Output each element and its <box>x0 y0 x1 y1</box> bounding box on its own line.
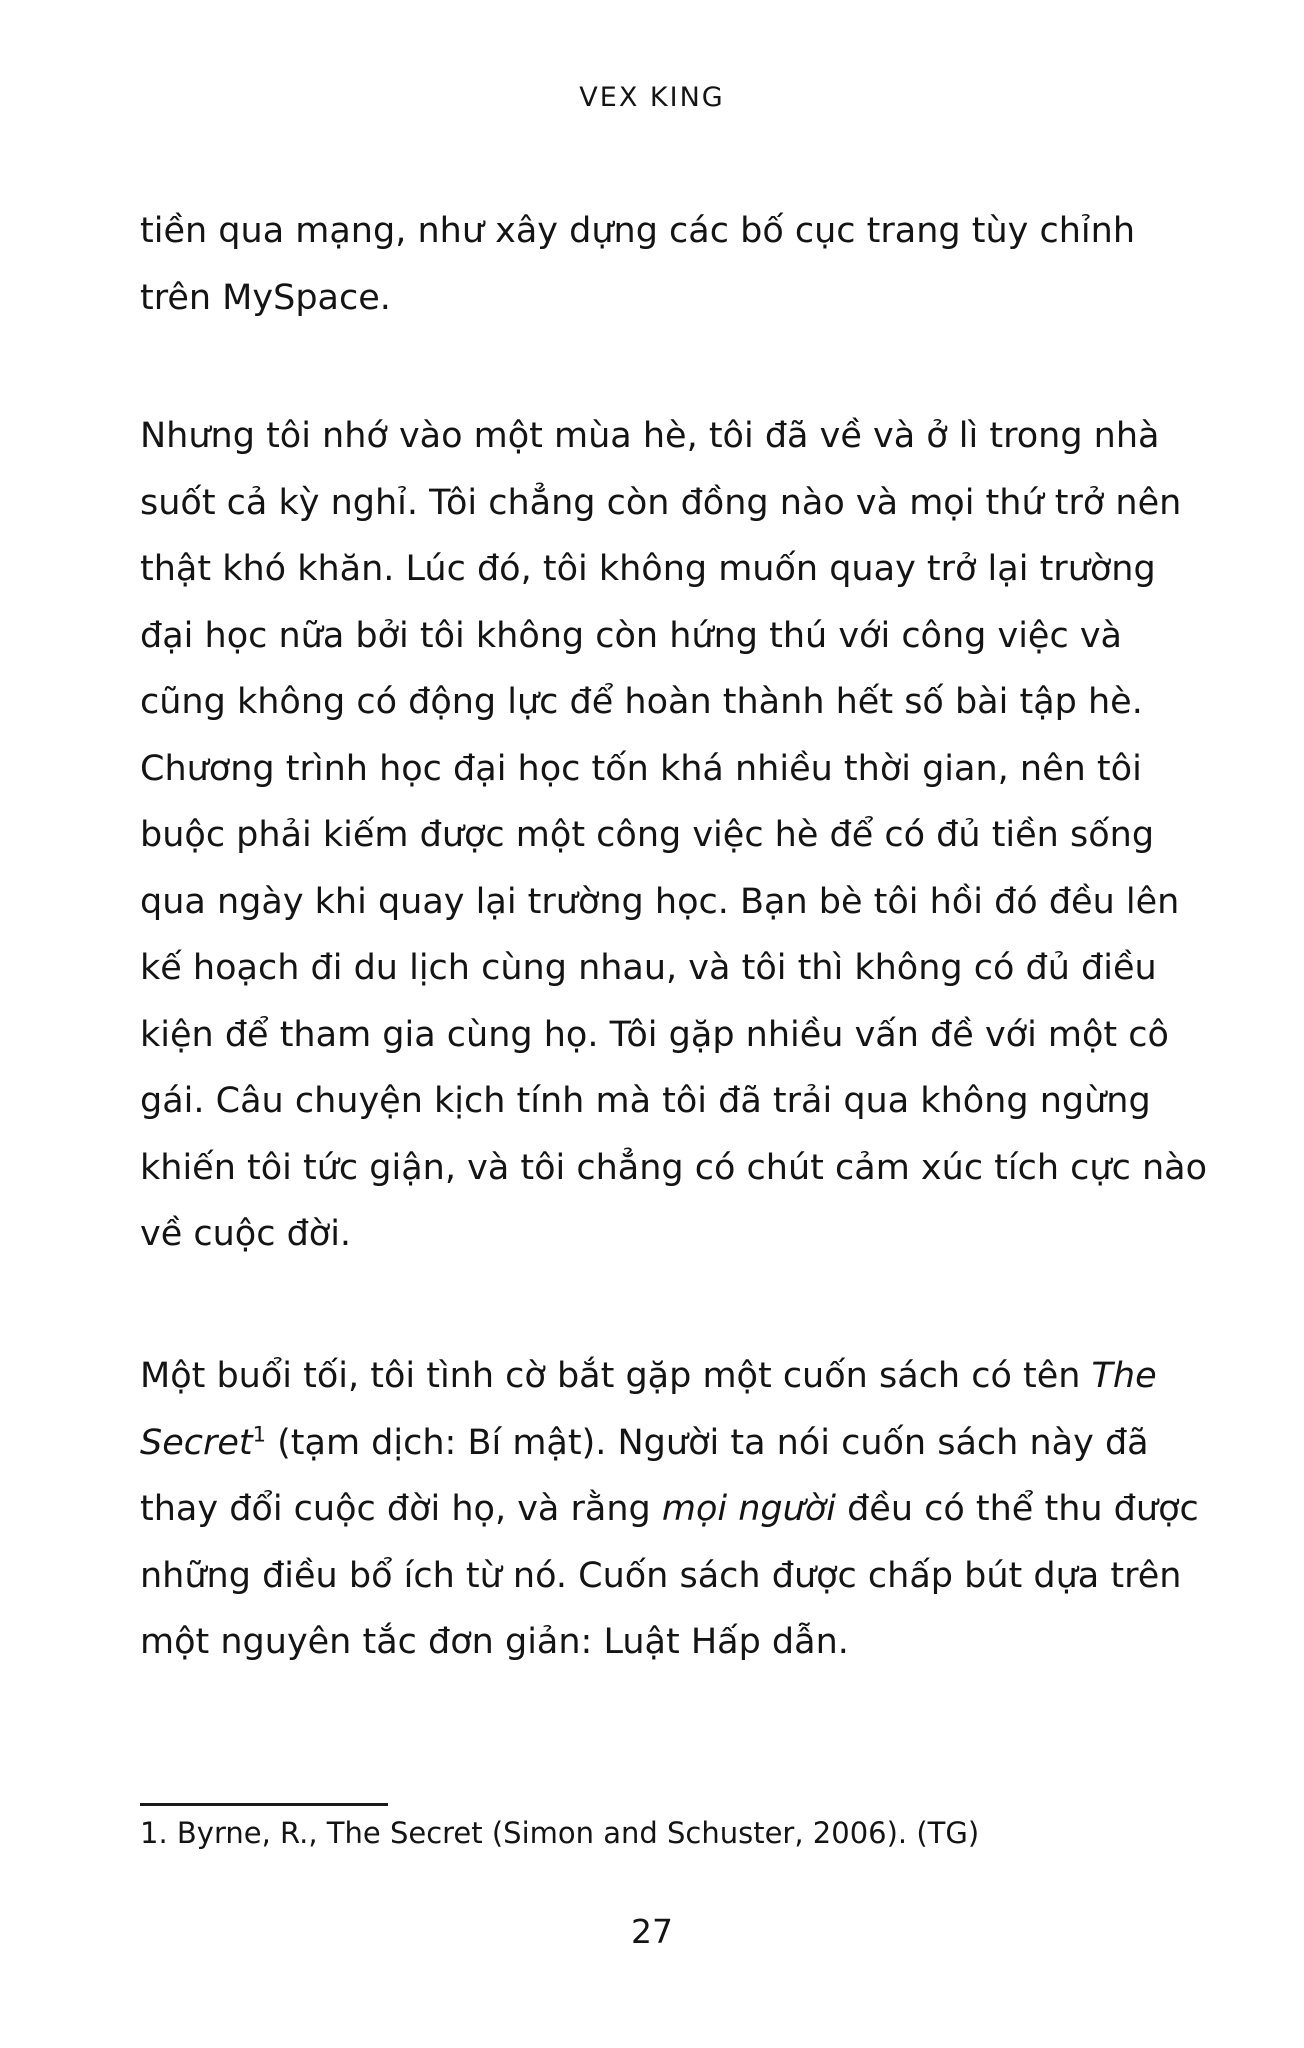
footnote-marker: 1 <box>252 1421 267 1446</box>
text-line: kiện để tham gia cùng họ. Tôi gặp nhiều vấn đề với một cô <box>140 1014 1169 1055</box>
text-line: cũng không có động lực để hoàn thành hết số bài tập hè. <box>140 682 1143 722</box>
text-line: thật khó khăn. Lúc đó, tôi không muốn quay trở lại trường <box>140 549 1156 589</box>
text-line: qua ngày khi quay lại trường học. Bạn bè tôi hồi đó đều lên <box>140 881 1180 922</box>
text-line: Nhưng tôi nhớ vào một mùa hè, tôi đã về và ở lì trong nhà <box>140 416 1160 456</box>
text-line: suốt cả kỳ nghỉ. Tôi chẳng còn đồng nào và mọi thứ trở nên <box>140 482 1182 523</box>
text-line: trên MySpace. <box>140 277 391 318</box>
text-line: tiền qua mạng, như xây dựng các bố cục trang tùy chỉnh <box>140 211 1136 251</box>
text-run: thay đổi cuộc đời họ, và rằng <box>140 1489 662 1529</box>
paragraph-2 <box>140 403 1208 1268</box>
text-line: khiến tôi tức giận, và tôi chẳng có chút cảm xúc tích cực nào <box>140 1147 1208 1188</box>
text-run: đều có thể thu được <box>835 1489 1199 1529</box>
emphasis-italic: mọi người <box>661 1489 836 1529</box>
running-head: VEX KING <box>579 82 725 113</box>
footnote-divider <box>140 1803 388 1806</box>
text-line <box>140 1410 1180 1477</box>
text-run: Một buổi tối, tôi tình cờ bắt gặp một cuốn sách có tên <box>140 1356 1092 1396</box>
paragraph-3 <box>140 1343 1199 1676</box>
book-title-italic: The <box>1091 1356 1157 1396</box>
paragraph-1 <box>140 198 1180 331</box>
text-run: (tạm dịch: Bí mật). Người ta nói cuốn sách này đã <box>266 1422 1149 1463</box>
text-line: một nguyên tắc đơn giản: Luật Hấp dẫn. <box>140 1622 849 1662</box>
text-line: Chương trình học đại học tốn khá nhiều thời gian, nên tôi <box>140 748 1142 789</box>
footnote: 1. Byrne, R., The Secret (Simon and Schuster, 2006). (TG) <box>140 1816 980 1850</box>
text-line: gái. Câu chuyện kịch tính mà tôi đã trải qua không ngừng <box>140 1081 1151 1121</box>
text-line: kế hoạch đi du lịch cùng nhau, và tôi thì không có đủ điều <box>140 948 1157 988</box>
text-line: những điều bổ ích từ nó. Cuốn sách được chấp bút dựa trên <box>140 1555 1182 1596</box>
text-line: buộc phải kiếm được một công việc hè để có đủ tiền sống <box>140 815 1155 855</box>
text-line <box>140 1476 1199 1543</box>
text-line: đại học nữa bởi tôi không còn hứng thú với công việc và <box>140 615 1122 656</box>
page-number: 27 <box>631 1912 673 1951</box>
text-line: về cuộc đời. <box>140 1214 352 1254</box>
text-line <box>140 1343 1180 1410</box>
book-title-italic: Secret <box>140 1422 253 1463</box>
